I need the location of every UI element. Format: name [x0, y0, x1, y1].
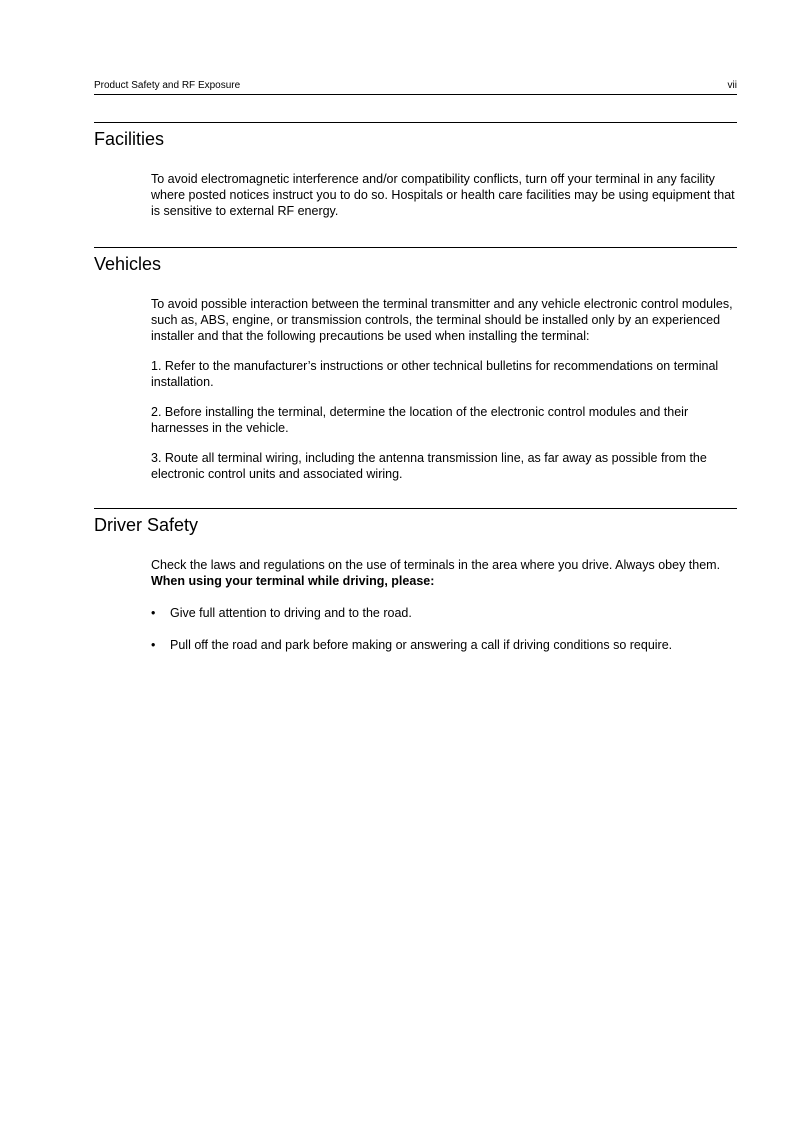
section-vehicles	[94, 247, 737, 503]
page-header	[94, 79, 737, 95]
page-number: vii	[727, 80, 737, 91]
bullet-text: Pull off the road and park before making or answering a call if driving conditions so require.	[170, 638, 673, 652]
vehicles-step-1: 1. Refer to the manufacturer’s instructions or other technical bulletins for recommendations on terminal installation.	[151, 359, 719, 389]
vehicles-step-3: 3. Route all terminal wiring, including the antenna transmission line, as far away as possible from the electronic control units and associated wiring.	[151, 451, 707, 481]
running-header-title: Product Safety and RF Exposure	[94, 80, 241, 91]
section-facilities	[94, 122, 737, 243]
section-driver-safety	[94, 508, 737, 689]
section-heading-vehicles: Vehicles	[94, 254, 162, 274]
bullet-text: Give full attention to driving and to the road.	[170, 606, 412, 620]
driver-safety-bullet-list	[151, 605, 737, 653]
section-heading-driver-safety: Driver Safety	[94, 515, 199, 535]
section-body-facilities	[151, 171, 737, 233]
section-body-driver-safety	[151, 557, 737, 669]
section-body-vehicles	[151, 296, 737, 496]
driver-safety-intro-paragraph	[151, 557, 737, 589]
list-item	[151, 605, 737, 621]
bullet-icon: •	[151, 638, 156, 652]
list-item	[151, 637, 737, 653]
driver-safety-intro-bold: When using your terminal while driving, please:	[151, 574, 435, 588]
facilities-paragraph: To avoid electromagnetic interference and/or compatibility conflicts, turn off your terminal in any facility where posted notices instruct you to do so. Hospitals or health care facilities may be using equipment that is sensitive to external RF energy.	[151, 172, 735, 218]
section-heading-facilities: Facilities	[94, 129, 165, 149]
bullet-icon: •	[151, 606, 156, 620]
vehicles-step-2: 2. Before installing the terminal, determine the location of the electronic control modules and their harnesses in the vehicle.	[151, 405, 689, 435]
driver-safety-intro-text: Check the laws and regulations on the use of terminals in the area where you drive. Always obey them.	[151, 558, 721, 572]
vehicles-intro-paragraph: To avoid possible interaction between the terminal transmitter and any vehicle electronic control modules, such as, ABS, engine, or transmission controls, the terminal should be installed only by an experienced installer and that the following precautions be used when installing the terminal:	[151, 297, 733, 343]
